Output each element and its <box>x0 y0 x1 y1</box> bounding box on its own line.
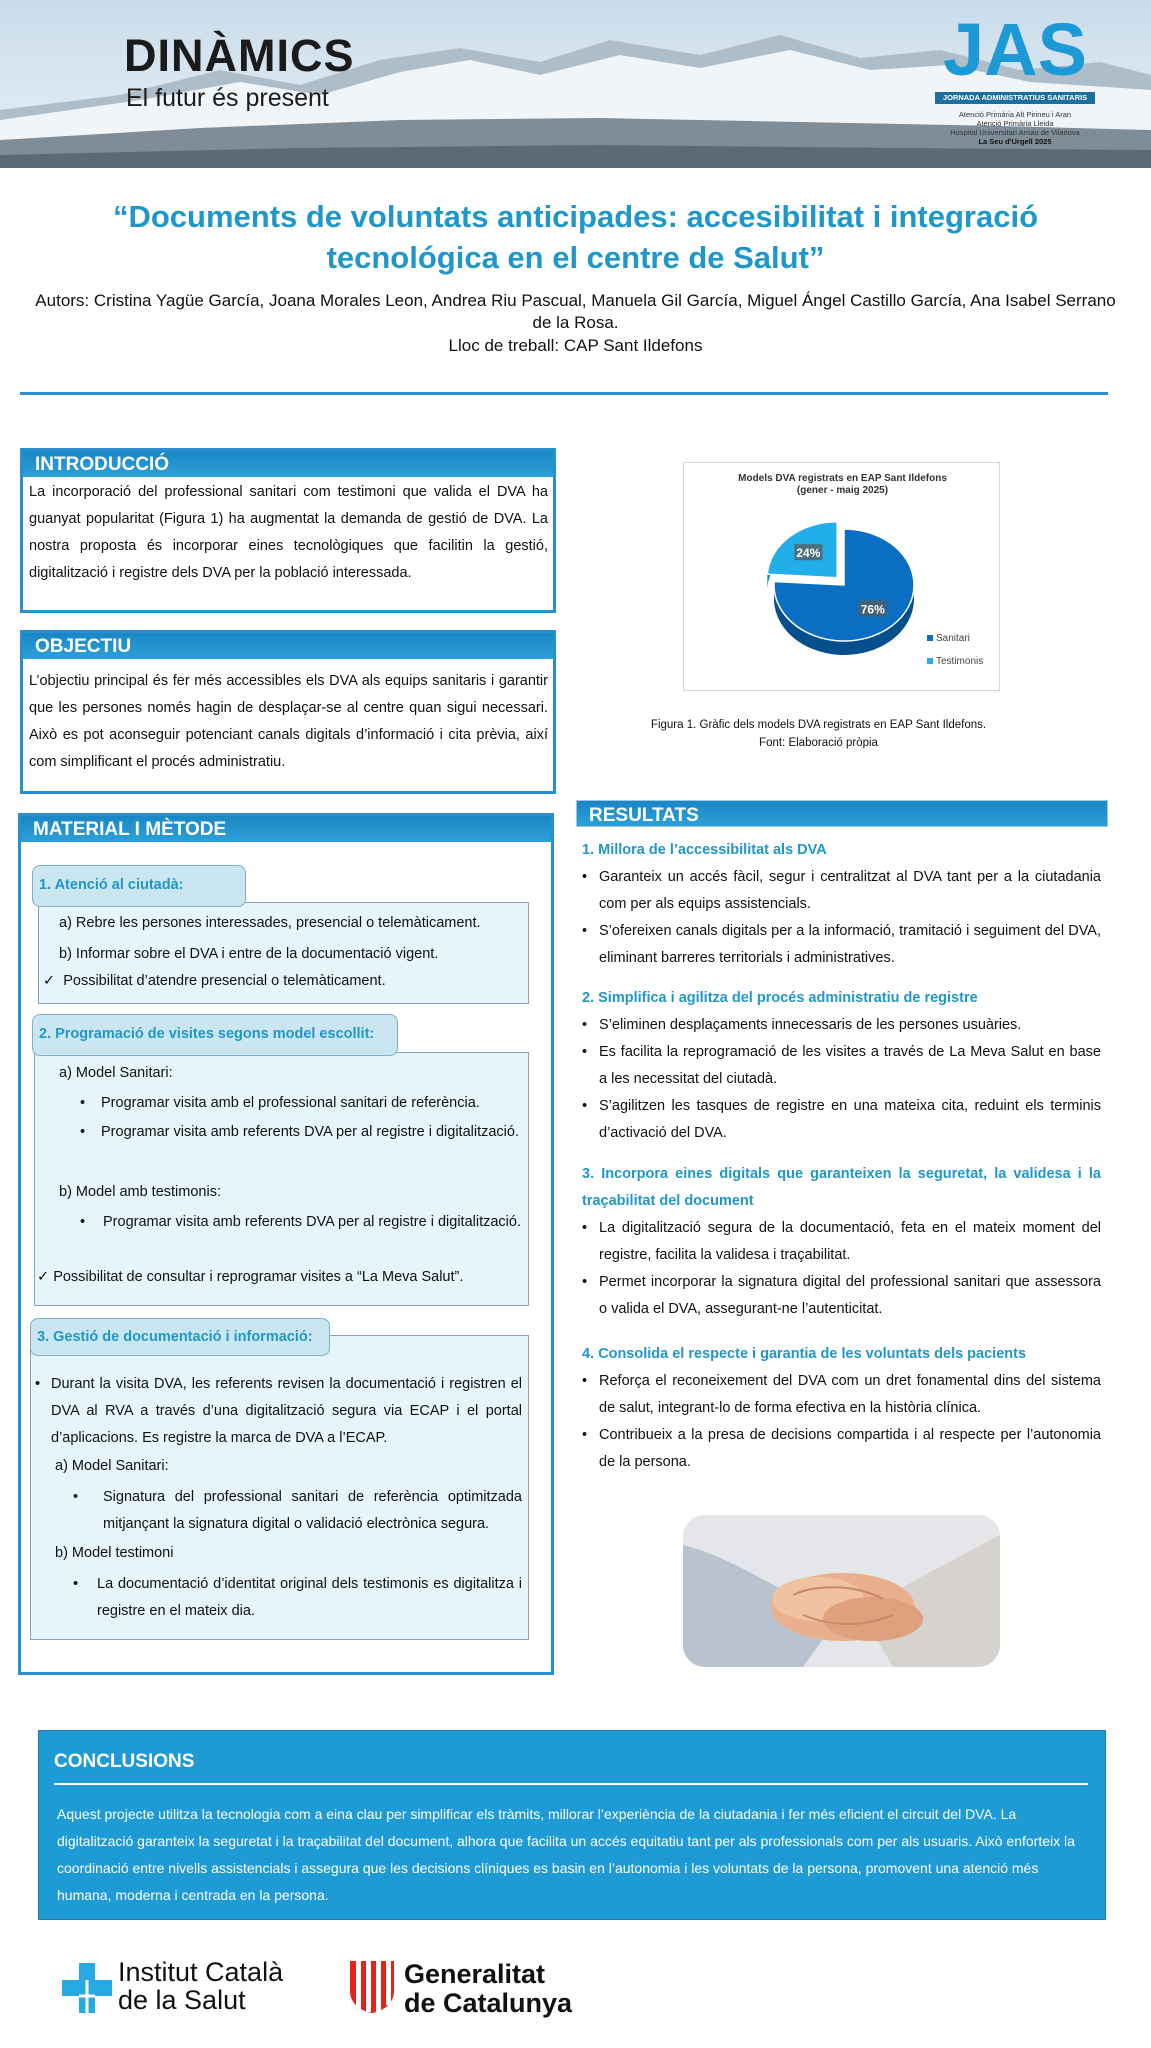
method-s3-item-a: a) Model Sanitari: <box>55 1458 169 1474</box>
conclusions-divider <box>54 1783 1088 1785</box>
bullet-icon: • <box>80 1124 86 1140</box>
method-s3-panel <box>30 1335 529 1640</box>
results-item-2c-text: S’agilitzen les tasques de registre en una mateixa cita, reduint els terminis d’activació del DVA. <box>599 1098 1101 1141</box>
bullet-icon: • <box>582 869 588 885</box>
method-s1-panel <box>38 902 529 1004</box>
method-s2-item-a1 <box>80 1095 520 1111</box>
checkmark-icon: ✓ <box>37 1269 50 1285</box>
authors <box>24 290 1127 334</box>
method-s2-title: 2. Programació de visites segons model escollit: <box>32 1014 398 1056</box>
results-item-1b-text: S’ofereixen canals digitals per a la informació, tramitació i seguiment del DVA, eliminant barreres territorials i administratives. <box>599 923 1101 966</box>
ics-logo-text <box>118 1958 283 2014</box>
method-s1-item-a: a) Rebre les persones interessades, presencial o telemàticament. <box>59 915 481 931</box>
figure-caption-line-2: Font: Elaboració pròpia <box>759 737 878 749</box>
authors-line-2: de la Rosa. <box>532 313 619 332</box>
method-s2-item-a2-text: Programar visita amb referents DVA per al registre i digitalització. <box>101 1124 519 1140</box>
title-line-2: tecnológica en el centre de Salut” <box>326 240 825 275</box>
bullet-icon: • <box>80 1214 86 1230</box>
pie-chart <box>684 463 1001 692</box>
legend-swatch-sanitari <box>927 635 933 641</box>
jas-logo: JAS <box>943 8 1087 91</box>
authors-line-1: Autors: Cristina Yagüe García, Joana Morales Leon, Andrea Riu Pascual, Manuela Gil García, Miguel Ángel Castillo García, Ana Isabel Serrano <box>35 291 1116 310</box>
objective-text: L’objectiu principal és fer més accessibles els DVA als equips sanitaris i garantir que les persones només hagin de desplaçar-se al centre quan sigui necessari. Això es pot aconseguir potenciant canals digitals d’informació i cita prèvia, així com simplificant el procés administratiu. <box>29 673 548 770</box>
results-heading-2: 2. Simplifica i agilitza del procés administratiu de registre <box>582 990 978 1006</box>
generalitat-shield-logo <box>350 1961 394 2013</box>
method-s1-title: 1. Atenció al ciutadà: <box>32 865 246 907</box>
ics-line-2: de la Salut <box>118 1985 246 2015</box>
method-s1-item-c <box>43 973 386 989</box>
results-item-3b <box>582 1269 1101 1323</box>
method-heading: MATERIAL I MÈTODE <box>21 816 551 842</box>
method-s2-item-a2 <box>80 1124 522 1146</box>
dinamics-logo: DINÀMICS <box>124 30 355 81</box>
generalitat-logo-text <box>404 1960 572 2018</box>
method-s3-paragraph-text: Durant la visita DVA, les referents revisen la documentació i registren el DVA al RVA a través d’una digitalització segura via ECAP i el portal d’aplicacions. Es registre la marca de DVA a l’ECAP. <box>51 1376 522 1446</box>
results-item-2a-text: S’eliminen desplaçaments innecessaris de les persones usuàries. <box>599 1017 1022 1033</box>
objective-section <box>20 630 556 794</box>
bullet-icon: • <box>582 1098 588 1114</box>
intro-section <box>20 448 556 613</box>
chart-title: Models DVA registrats en EAP Sant Ildefons <box>738 473 947 484</box>
results-heading-4: 4. Consolida el respecte i garantia de les voluntats dels pacients <box>582 1346 1027 1362</box>
jas-line-4: La Seu d'Urgell 2025 <box>978 137 1052 146</box>
method-s2-item-a: a) Model Sanitari: <box>59 1065 173 1081</box>
poster-title <box>40 196 1111 278</box>
title-line-1: “Documents de voluntats anticipades: accesibilitat i integració <box>112 199 1039 234</box>
method-s2-item-a1-text: Programar visita amb el professional sanitari de referència. <box>101 1095 480 1111</box>
method-s3-paragraph <box>35 1376 522 1452</box>
method-s3-item-a1-text: Signatura del professional sanitari de referència optimitzada mitjançant la signatura digital o validació electrònica segura. <box>103 1489 522 1532</box>
bullet-icon: • <box>582 1373 588 1389</box>
ics-cross-icon <box>62 1963 112 2013</box>
method-s2-item-c-text: Possibilitat de consultar i reprogramar visites a “La Meva Salut”. <box>53 1269 464 1285</box>
method-s3-item-b1 <box>73 1576 522 1625</box>
bullet-icon: • <box>582 1220 588 1236</box>
method-s2-item-c <box>37 1269 463 1285</box>
legend-label-sanitari: Sanitari <box>936 633 970 644</box>
method-s2-item-b1 <box>80 1214 522 1236</box>
intro-text: La incorporació del professional sanitari com testimoni que valida el DVA ha guanyat popularitat (Figura 1) ha augmentat la demanda de gestió de DVA. La nostra proposta és incorporar eines tecnològiques que facilitin la gestió, digitalització i registre dels DVA per la població interessada. <box>29 484 548 581</box>
results-item-2b-text: Es facilita la reprogramació de les visites a través de La Meva Salut en base a les necessitat del ciutadà. <box>599 1044 1101 1087</box>
results-item-2b <box>582 1039 1101 1093</box>
jas-logo-band: JORNADA ADMINISTRATIUS SANITARIS <box>935 92 1095 104</box>
method-s2-item-b: b) Model amb testimonis: <box>59 1184 221 1200</box>
hands-photo <box>683 1515 1000 1667</box>
ics-line-1: Institut Català <box>118 1957 284 1987</box>
conclusions-heading: CONCLUSIONS <box>54 1751 195 1772</box>
results-item-4a-text: Reforça el reconeixement del DVA com un dret fonamental dins del sistema de salut, integrant-lo de forma efectiva en la història clínica. <box>599 1373 1101 1416</box>
results-heading-3: 3. Incorpora eines digitals que garanteixen la seguretat, la validesa i la traçabilitat del document <box>582 1166 1101 1209</box>
method-s2-item-b1-text: Programar visita amb referents DVA per al registre i digitalització. <box>103 1214 521 1230</box>
results-item-4a <box>582 1368 1101 1422</box>
conclusions-text: Aquest projecte utilitza la tecnologia com a eina clau per simplificar els tràmits, millorar l’experiència de la ciutadania i fer més eficient el circuit del DVA. La digitalització garanteix la seguretat i la traçabilitat del document, alhora que facilita un accés equitatiu tant per als professionals com per als usuaris. Això enforteix la coordinació entre nivells assistencials i assegura que les decisions clíniques es basin en l’autonomia i les voluntats de la persona, promovent una atenció més humana, moderna i centrada en la persona. <box>57 1806 1075 1903</box>
results-item-1a-text: Garanteix un accés fàcil, segur i centralitzat al DVA tant per a la ciutadania com per als equips assistencials. <box>599 869 1101 912</box>
hands-illustration <box>683 1515 1000 1667</box>
legend-swatch-testimonis <box>927 658 933 664</box>
results-item-4b-text: Contribueix a la presa de decisions compartida i al respecte per l’autonomia de la persona. <box>599 1427 1101 1470</box>
pie-chart-frame <box>683 462 1000 691</box>
generalitat-line-1: Generalitat <box>404 1959 546 1989</box>
bullet-icon: • <box>73 1489 79 1505</box>
bullet-icon: • <box>35 1376 41 1392</box>
intro-heading: INTRODUCCIÓ <box>23 451 553 477</box>
jas-logo-text <box>925 110 1105 146</box>
pie-label-testimonis: 24% <box>796 546 821 561</box>
bullet-icon: • <box>582 1427 588 1443</box>
bullet-icon: • <box>582 1274 588 1290</box>
method-s3-item-b1-text: La documentació d’identitat original dels testimonis es digitalitza i registre en el mateix dia. <box>97 1576 522 1619</box>
generalitat-shield-icon <box>350 1961 394 2013</box>
results-heading-1: 1. Millora de l’accessibilitat als DVA <box>582 842 827 858</box>
results-heading: RESULTATS <box>576 800 1108 827</box>
generalitat-line-2: de Catalunya <box>404 1988 573 2018</box>
method-s2-panel <box>34 1052 529 1306</box>
results-item-2c <box>582 1093 1101 1147</box>
results-item-3b-text: Permet incorporar la signatura digital del professional sanitari que assessora o valida el DVA, assegurant-ne l’autenticitat. <box>599 1274 1101 1317</box>
legend-label-testimonis: Testimonis <box>936 656 984 667</box>
divider <box>20 392 1108 395</box>
pie-label-sanitari: 76% <box>860 602 885 617</box>
checkmark-icon: ✓ <box>43 973 56 989</box>
method-s1-item-c-text: Possibilitat d’atendre presencial o telemàticament. <box>63 973 386 989</box>
chart-subtitle: (gener - maig 2025) <box>796 485 889 496</box>
workplace: Lloc de treball: CAP Sant Ildefons <box>448 336 703 355</box>
method-s3-item-b: b) Model testimoni <box>55 1545 174 1561</box>
bullet-icon: • <box>582 923 588 939</box>
dinamics-tagline: El futur és present <box>126 84 329 112</box>
results-item-3a-text: La digitalització segura de la documentació, feta en el mateix moment del registre, facilita la validesa i traçabilitat. <box>599 1220 1101 1263</box>
bullet-icon: • <box>80 1095 86 1111</box>
bullet-icon: • <box>73 1576 79 1592</box>
jas-line-2: Atenció Primària Lleida <box>976 119 1054 128</box>
results-item-2a <box>582 1012 1101 1039</box>
method-s3-title: 3. Gestió de documentació i informació: <box>30 1318 330 1356</box>
results-item-4b <box>582 1422 1101 1476</box>
figure-caption <box>580 716 1057 752</box>
results-item-1b <box>582 918 1101 972</box>
method-s3-item-a1 <box>73 1489 522 1538</box>
results-item-3a <box>582 1215 1101 1269</box>
figure-caption-line-1: Figura 1. Gràfic dels models DVA registrats en EAP Sant Ildefons. <box>650 719 987 731</box>
conclusions-section <box>38 1730 1106 1920</box>
jas-line-1: Atenció Primària Alt Pirineu i Aran <box>958 110 1072 119</box>
bullet-icon: • <box>582 1044 588 1060</box>
method-s1-item-b: b) Informar sobre el DVA i entre de la documentació vigent. <box>59 946 439 962</box>
bullet-icon: • <box>582 1017 588 1033</box>
ics-cross-logo <box>62 1963 112 2013</box>
results-item-1a <box>582 864 1101 918</box>
objective-heading: OBJECTIU <box>23 633 553 659</box>
header-banner <box>0 0 1151 168</box>
jas-line-3: Hospital Universitari Arnau de Vilanova <box>950 128 1080 137</box>
